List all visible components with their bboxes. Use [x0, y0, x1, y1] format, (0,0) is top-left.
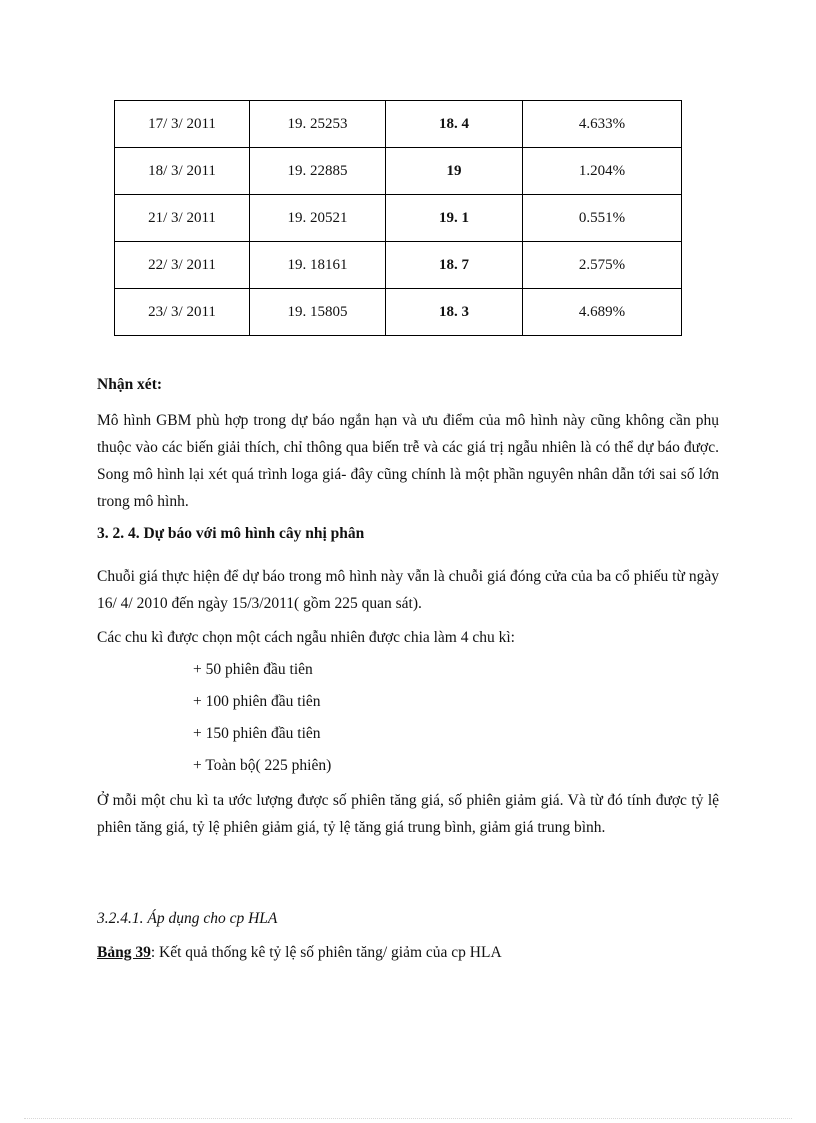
table-row [115, 242, 682, 289]
section-paragraph-2: Các chu kì được chọn một cách ngẫu nhiên được chia làm 4 chu kì: [97, 629, 515, 646]
table-row [115, 101, 682, 148]
error-cell: 4.689% [523, 289, 682, 336]
table-row [115, 195, 682, 242]
actual-cell: 18. 4 [386, 101, 523, 148]
cycle-list [193, 654, 331, 782]
forecast-cell: 19. 18161 [250, 242, 386, 289]
forecast-cell: 19. 20521 [250, 195, 386, 242]
subsection-heading: 3.2.4.1. Áp dụng cho cp HLA [97, 910, 278, 927]
list-item: + 150 phiên đầu tiên [193, 725, 321, 742]
table-caption-text: : Kết quả thống kê tỷ lệ số phiên tăng/ giảm của cp HLA [150, 944, 502, 961]
list-item: + 100 phiên đầu tiên [193, 693, 321, 710]
page-bottom-divider [24, 1118, 792, 1119]
section-heading: 3. 2. 4. Dự báo với mô hình cây nhị phân [97, 525, 365, 542]
table-row [115, 289, 682, 336]
date-cell: 18/ 3/ 2011 [115, 148, 250, 195]
list-item: + Toàn bộ( 225 phiên) [193, 757, 332, 774]
actual-cell: 19. 1 [386, 195, 523, 242]
table-row [115, 148, 682, 195]
table-caption [97, 944, 502, 962]
error-cell: 2.575% [523, 242, 682, 289]
error-cell: 4.633% [523, 101, 682, 148]
error-cell: 0.551% [523, 195, 682, 242]
remark-heading: Nhận xét: [97, 376, 163, 393]
actual-cell: 18. 7 [386, 242, 523, 289]
table-caption-label: Bảng 39 [97, 944, 151, 961]
date-cell: 21/ 3/ 2011 [115, 195, 250, 242]
error-cell: 1.204% [523, 148, 682, 195]
date-cell: 23/ 3/ 2011 [115, 289, 250, 336]
date-cell: 17/ 3/ 2011 [115, 101, 250, 148]
section-paragraph-1: Chuỗi giá thực hiện để dự báo trong mô hình này vẫn là chuỗi giá đóng cửa của ba cổ phiếu từ ngày 16/ 4/ 2010 đến ngày 15/3/2011( gồm 225 quan sát). [97, 568, 719, 612]
list-item: + 50 phiên đầu tiên [193, 661, 313, 678]
actual-cell: 19 [386, 148, 523, 195]
forecast-cell: 19. 15805 [250, 289, 386, 336]
forecast-cell: 19. 25253 [250, 101, 386, 148]
forecast-cell: 19. 22885 [250, 148, 386, 195]
actual-cell: 18. 3 [386, 289, 523, 336]
remark-paragraph: Mô hình GBM phù hợp trong dự báo ngắn hạn và ưu điểm của mô hình này cũng không cần phụ thuộc vào các biến giải thích, chỉ thông qua biến trễ và các giá trị ngẫu nhiên là có thể dự báo được. Song mô hình lại xét quá trình loga giá- đây cũng chính là một phần nguyên nhân dẫn tới sai số lớn trong mô hình. [97, 412, 719, 510]
section-paragraph-3: Ở mỗi một chu kì ta ước lượng được số phiên tăng giá, số phiên giảm giá. Và từ đó tính được tỷ lệ phiên tăng giá, tỷ lệ phiên giảm giá, tỷ lệ tăng giá trung bình, giảm giá trung bình. [97, 792, 719, 836]
forecast-table [114, 100, 682, 336]
date-cell: 22/ 3/ 2011 [115, 242, 250, 289]
